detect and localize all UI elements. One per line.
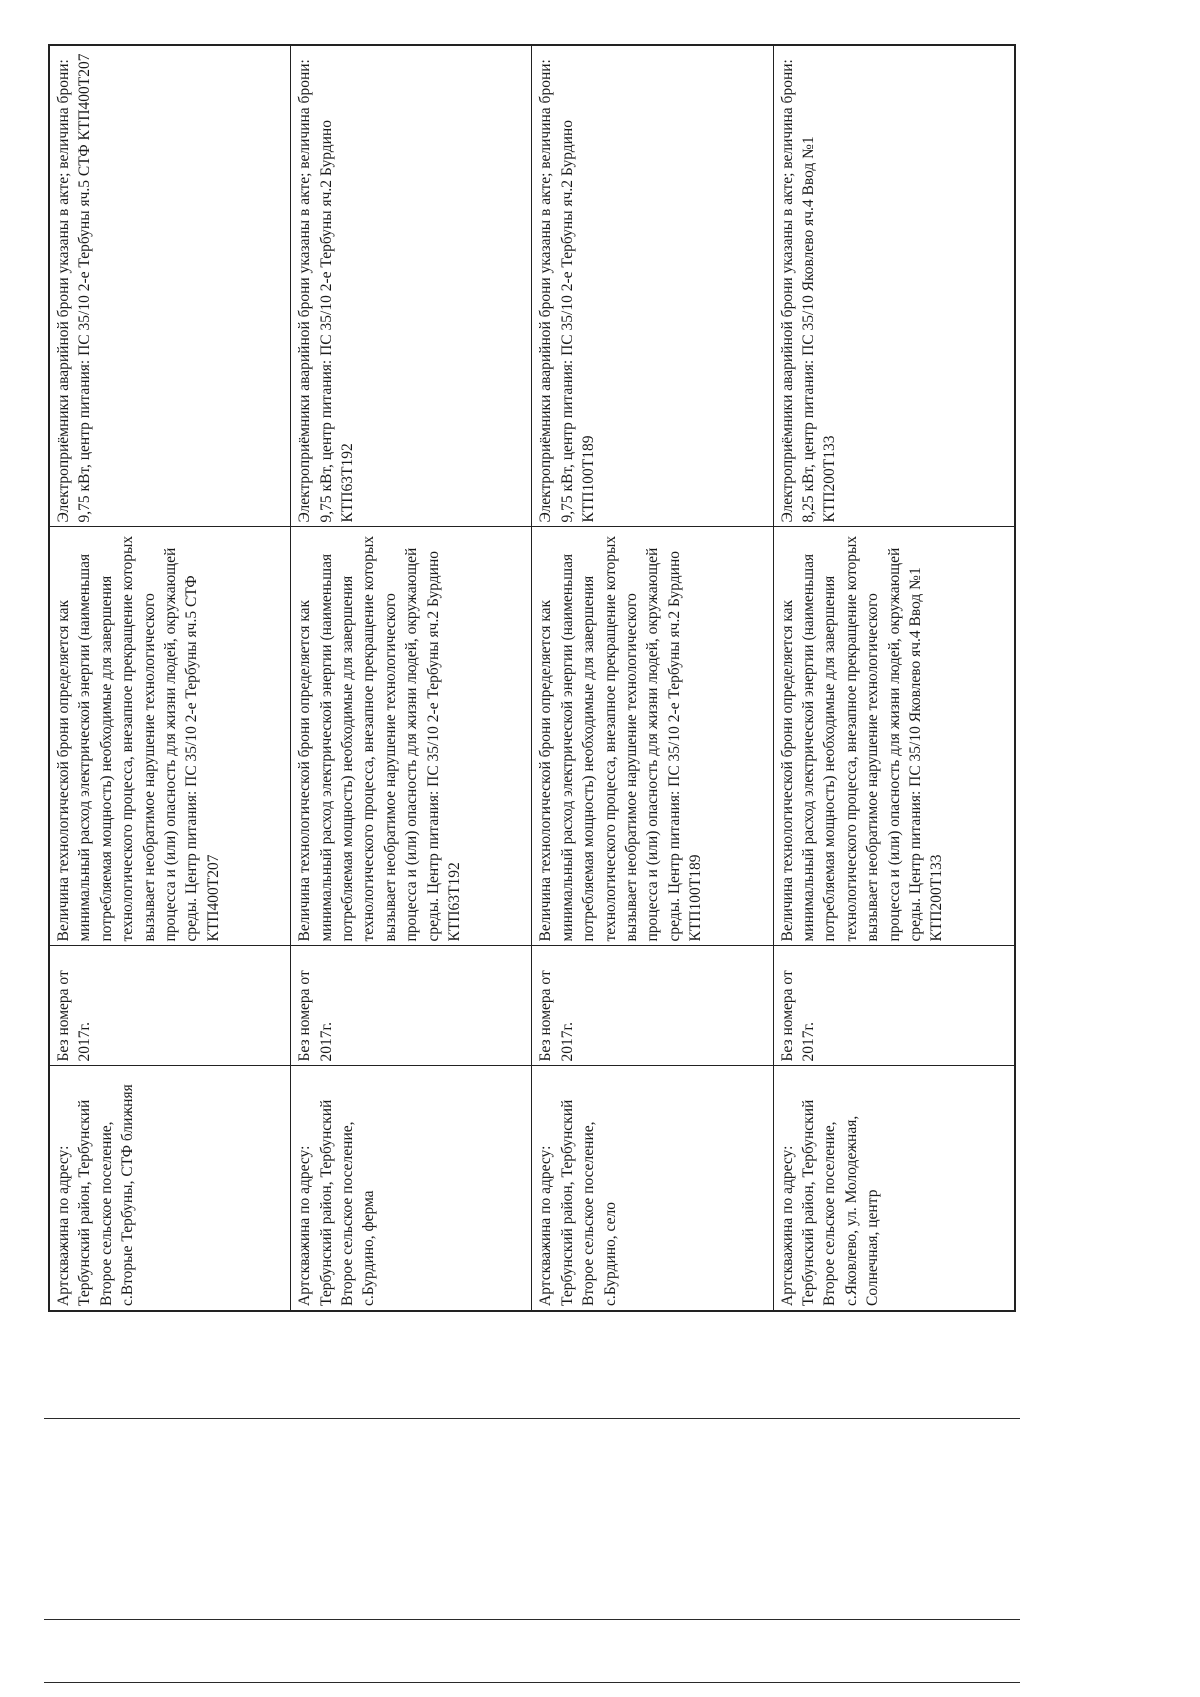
act-reference-cell: Без номера от 2017г.	[49, 946, 291, 1066]
technological-reserve-cell: Величина технологической брони определяется как минимальный расход электрической энергии (наименьшая потребляемая мощность) необходимые для завершения технологического процесса, внезапное прекращение которых вызывает необратимое нарушение технологического процесса и (или) опасность для жизни людей, окружающей среды. Центр питания: ПС 35/10 2-е Тербуны яч.2 Бурдино КТП63Т192	[291, 527, 532, 946]
emergency-reserve-cell: Электроприёмники аварийной брони указаны в акте; величина брони: 9,75 кВт, центр питания: ПС 35/10 2-е Тербуны яч.2 Бурдино КТП63Т192	[291, 45, 532, 527]
table-row	[49, 45, 291, 1311]
table-row	[532, 45, 773, 1311]
table-row	[773, 45, 1015, 1311]
horizontal-rule	[44, 1418, 1020, 1419]
object-address-cell: Артскважина по адресу: Тербунский район, Тербунский Второе сельское поселение, с.Яковлево, ул. Молодежная, Солнечная, центр	[773, 1066, 1015, 1311]
object-address-cell: Артскважина по адресу: Тербунский район, Тербунский Второе сельское поселение, с.Бурдино, ферма	[291, 1066, 532, 1311]
emergency-reserve-cell: Электроприёмники аварийной брони указаны в акте; величина брони: 9,75 кВт, центр питания: ПС 35/10 2-е Тербуны яч.5 СТФ КТП400Т207	[49, 45, 291, 527]
technological-reserve-cell: Величина технологической брони определяется как минимальный расход электрической энергии (наименьшая потребляемая мощность) необходимые для завершения технологического процесса, внезапное прекращение которых вызывает необратимое нарушение технологического процесса и (или) опасность для жизни людей, окружающей среды. Центр питания: ПС 35/10 Яковлево яч.4 Ввод №1 КТП200Т133	[773, 527, 1015, 946]
reservation-acts-table	[48, 44, 1016, 1312]
object-address-cell: Артскважина по адресу: Тербунский район, Тербунский Второе сельское поселение, с.Вторые Тербуны, СТФ ближняя	[49, 1066, 291, 1311]
horizontal-rule	[44, 1682, 1020, 1683]
horizontal-rule	[44, 1619, 1020, 1620]
technological-reserve-cell: Величина технологической брони определяется как минимальный расход электрической энергии (наименьшая потребляемая мощность) необходимые для завершения технологического процесса, внезапное прекращение которых вызывает необратимое нарушение технологического процесса и (или) опасность для жизни людей, окружающей среды. Центр питания: ПС 35/10 2-е Тербуны яч.5 СТФ КТП400Т207	[49, 527, 291, 946]
emergency-reserve-cell: Электроприёмники аварийной брони указаны в акте; величина брони: 8,25 кВт, центр питания: ПС 35/10 Яковлево яч.4 Ввод №1 КТП200Т133	[773, 45, 1015, 527]
rotated-table-container	[48, 46, 1016, 1312]
act-reference-cell: Без номера от 2017г.	[773, 946, 1015, 1066]
act-reference-cell: Без номера от 2017г.	[291, 946, 532, 1066]
technological-reserve-cell: Величина технологической брони определяется как минимальный расход электрической энергии (наименьшая потребляемая мощность) необходимые для завершения технологического процесса, внезапное прекращение которых вызывает необратимое нарушение технологического процесса и (или) опасность для жизни людей, окружающей среды. Центр питания: ПС 35/10 2-е Тербуны яч.2 Бурдино КТП100Т189	[532, 527, 773, 946]
table-row	[291, 45, 532, 1311]
object-address-cell: Артскважина по адресу: Тербунский район, Тербунский Второе сельское поселение, с.Бурдино, село	[532, 1066, 773, 1311]
act-reference-cell: Без номера от 2017г.	[532, 946, 773, 1066]
emergency-reserve-cell: Электроприёмники аварийной брони указаны в акте; величина брони: 9,75 кВт, центр питания: ПС 35/10 2-е Тербуны яч.2 Бурдино КТП100Т189	[532, 45, 773, 527]
